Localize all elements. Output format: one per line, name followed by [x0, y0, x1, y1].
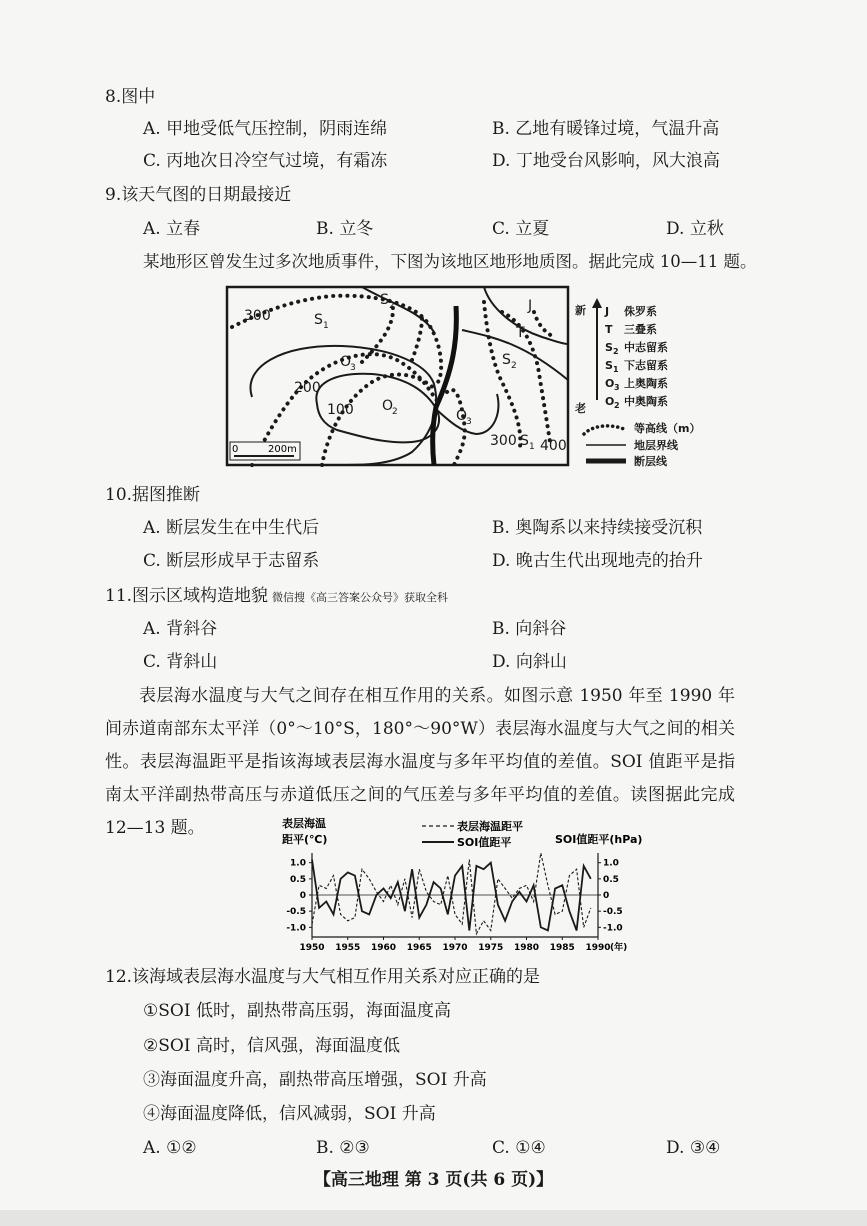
- legend-fault: 断层线: [634, 455, 667, 468]
- scale-zero: 0: [232, 444, 239, 455]
- y-tick-label-left: 0.5: [290, 874, 306, 885]
- q9-stem: 9.该天气图的日期最接近: [105, 185, 292, 205]
- q12-option-a: A. ①②: [143, 1138, 197, 1158]
- y-tick-label-right: 0: [603, 891, 610, 901]
- q12-stem: 12.该海域表层海水温度与大气相互作用关系对应正确的是: [105, 967, 541, 987]
- q12-statement-3: ③海面温度升高，副热带高压增强，SOI 升高: [143, 1070, 487, 1090]
- scale-distance: 200m: [268, 444, 297, 455]
- svg-text:1: 1: [529, 442, 535, 452]
- label-s2b: S: [502, 352, 511, 368]
- label-j: J: [528, 298, 533, 314]
- map-legend: [575, 298, 700, 468]
- svg-text:S: S: [605, 341, 613, 354]
- q12-statement-1: ①SOI 低时，副热带高压弱，海面温度高: [143, 1001, 451, 1021]
- contour-label-200: 200: [294, 380, 321, 396]
- svg-text:O: O: [605, 377, 615, 390]
- y-tick-label-right: -0.5: [603, 907, 623, 918]
- contour-label-300b: 300: [490, 433, 517, 449]
- x-tick-label: 1970: [442, 943, 468, 953]
- q12-option-d: D. ③④: [666, 1138, 721, 1158]
- x-tick-label: 1955: [335, 943, 361, 953]
- label-s1b: S: [520, 433, 529, 449]
- legend-triassic: 三叠系: [624, 323, 657, 336]
- q12-statement-2: ②SOI 高时，信风强，海面温度低: [143, 1036, 400, 1056]
- q11-note: 微信搜《高三答案公众号》获取全科: [272, 591, 448, 604]
- x-tick-label: 1950: [299, 943, 325, 953]
- q8-option-c: C. 丙地次日冷空气过境，有霜冻: [143, 151, 388, 171]
- legend-new: 新: [575, 304, 586, 317]
- legend-middle-silurian: 中志留系: [624, 341, 668, 354]
- legend-lower-silurian: 下志留系: [624, 359, 668, 372]
- chart-ylabel-left-2: 距平(℃): [282, 833, 328, 846]
- svg-text:2: 2: [614, 401, 620, 410]
- x-tick-label: 1975: [478, 943, 504, 953]
- legend-sst: 表层海温距平: [457, 820, 523, 833]
- q10-stem: 10.据图推断: [105, 485, 201, 505]
- q9-option-d: D. 立秋: [666, 219, 724, 239]
- svg-text:2: 2: [392, 407, 398, 417]
- y-tick-label-left: -1.0: [286, 923, 306, 934]
- legend-boundary: 地层界线: [634, 439, 678, 452]
- y-tick-label-right: 1.0: [603, 858, 619, 869]
- x-tick-label: 1965: [406, 943, 432, 953]
- x-tick-label: 1980: [513, 943, 540, 953]
- q10-option-c: C. 断层形成早于志留系: [143, 551, 320, 571]
- y-tick-label-right: -1.0: [603, 923, 623, 934]
- q11-option-c: C. 背斜山: [143, 652, 218, 672]
- q9-option-a: A. 立春: [143, 219, 201, 239]
- q10-option-d: D. 晚古生代出现地壳的抬升: [492, 551, 703, 571]
- chart-ylabel-right: SOI值距平(hPa): [555, 833, 643, 846]
- q11-option-d: D. 向斜山: [492, 652, 567, 672]
- y-tick-label-left: -0.5: [286, 907, 306, 918]
- svg-text:1: 1: [323, 321, 329, 331]
- svg-text:3: 3: [614, 383, 620, 392]
- svg-text:2: 2: [389, 301, 395, 311]
- label-o2: O: [382, 398, 394, 414]
- svg-text:3: 3: [350, 363, 356, 373]
- q12-option-b: B. ②③: [316, 1138, 370, 1158]
- fault-line: [433, 306, 457, 465]
- q12-statement-4: ④海面温度降低，信风减弱，SOI 升高: [143, 1104, 436, 1124]
- legend-upper-ordovician: 上奥陶系: [624, 377, 668, 390]
- q11-option-b: B. 向斜谷: [492, 619, 567, 639]
- page-footer: 【高三地理 第 3 页(共 6 页)】: [313, 1170, 554, 1190]
- q12-option-c: C. ①④: [492, 1138, 546, 1158]
- intro-10-11: 某地形区曾发生过多次地质事件，下图为该地区地形地质图。据此完成 10—11 题。: [143, 252, 757, 271]
- label-o3a: O: [340, 354, 352, 370]
- contour-label-100: 100: [327, 402, 354, 418]
- sst-soi-chart: [270, 813, 643, 955]
- legend-middle-ordovician: 中奥陶系: [624, 395, 668, 408]
- y-tick-label-right: 0.5: [603, 874, 619, 885]
- contour-label-400: 400: [540, 438, 567, 454]
- q11-option-a: A. 背斜谷: [143, 619, 218, 639]
- svg-text:J: J: [605, 305, 610, 318]
- bottom-strip: [0, 1210, 867, 1226]
- label-t: T: [516, 325, 525, 341]
- x-tick-label: 1990: [585, 943, 611, 953]
- q9-option-c: C. 立夏: [492, 219, 550, 239]
- label-o3b: O: [456, 408, 468, 424]
- svg-text:1: 1: [613, 365, 619, 374]
- label-s1a: S: [314, 312, 323, 328]
- q9-option-b: B. 立冬: [316, 219, 374, 239]
- svg-text:S: S: [605, 359, 613, 372]
- label-s2a: S: [380, 292, 389, 308]
- q8-option-d: D. 丁地受台风影响，风大浪高: [492, 151, 720, 171]
- y-tick-label-left: 0: [299, 891, 306, 901]
- legend-contour: 等高线（m）: [634, 422, 701, 435]
- svg-text:T: T: [605, 323, 613, 336]
- q10-option-a: A. 断层发生在中生代后: [143, 518, 320, 538]
- q10-option-b: B. 奥陶系以来持续接受沉积: [492, 518, 703, 538]
- x-unit-label: (年): [610, 943, 628, 953]
- svg-text:2: 2: [511, 361, 517, 371]
- x-tick-label: 1960: [370, 943, 397, 953]
- svg-text:O: O: [605, 395, 615, 408]
- legend-old: 老: [575, 402, 586, 415]
- q8-stem: 8.图中: [105, 87, 156, 107]
- contour-label-300a: 300: [244, 308, 271, 324]
- q8-option-a: A. 甲地受低气压控制，阴雨连绵: [143, 119, 388, 139]
- svg-text:3: 3: [466, 417, 472, 427]
- q8-option-b: B. 乙地有暖锋过境，气温升高: [492, 119, 720, 139]
- chart-ylabel-left-1: 表层海温: [282, 817, 326, 830]
- geologic-map: [222, 282, 701, 472]
- legend-soi: SOI值距平: [457, 836, 512, 849]
- x-tick-label: 1985: [549, 943, 575, 953]
- y-tick-label-left: 1.0: [290, 858, 306, 869]
- q11-stem: 11.图示区域构造地貌: [105, 586, 269, 606]
- legend-jurassic: 侏罗系: [624, 305, 657, 318]
- svg-text:2: 2: [613, 347, 619, 356]
- intro-12-13: 表层海水温度与大气之间存在相互作用的关系。如图示意 1950 年至 1990 年间赤道南部东太平洋（0°～10°S，180°～90°W）表层海水温度与大气之间的相关性。表层海温距平是指该海域表层海水温度与多年平均值的差值。SOI 值距平是指南太平洋副热带高压与赤道低压之间的气压差与多年平均值的差值。读图据此完成 12—13 题。: [105, 686, 735, 838]
